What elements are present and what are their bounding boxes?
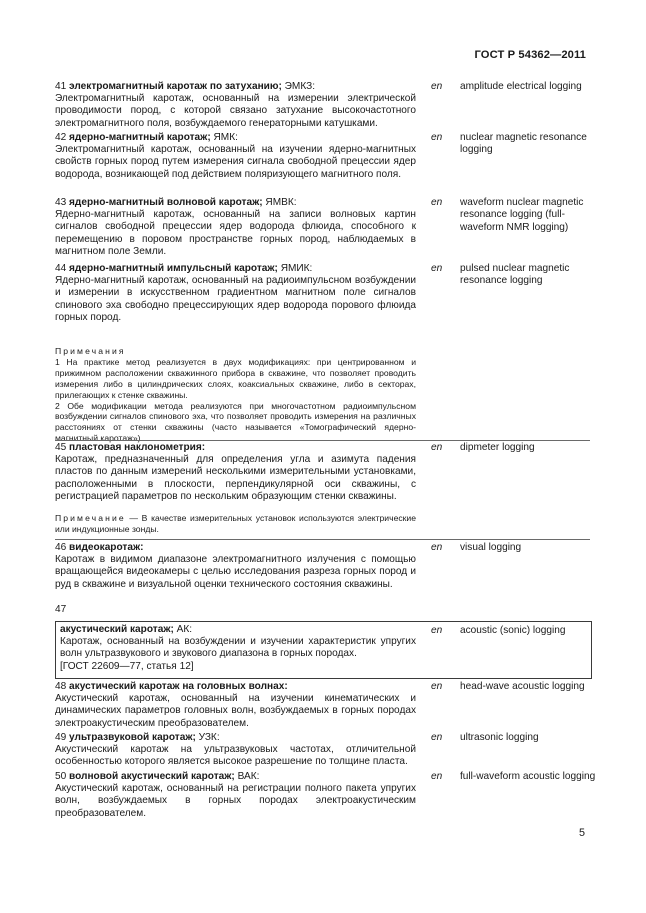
term-abbreviation: ЭМКЗ: — [281, 81, 315, 92]
term-entry-43 — [55, 197, 416, 258]
term-abbreviation: ЯМК: — [210, 132, 238, 143]
term-name: ультразвуковой каротаж; — [69, 732, 196, 743]
entry-number: 41 — [55, 81, 67, 92]
note-text: — В качестве измерительных установок используются электрические или индукционные зонды. — [55, 513, 416, 534]
entry-divider — [55, 440, 590, 441]
entry-number: 43 — [55, 197, 67, 208]
term-entry-42 — [55, 132, 416, 181]
entry-number: 50 — [55, 771, 67, 782]
term-name: пластовая наклонометрия: — [69, 442, 206, 453]
term-name: волновой акустический каротаж; — [69, 771, 235, 782]
entry-number: 45 — [55, 442, 67, 453]
term-entry-46 — [55, 542, 416, 591]
term-abbreviation: АК: — [173, 624, 193, 635]
term-name: видеокаротаж: — [69, 542, 144, 553]
term-abbreviation: УЗК: — [195, 732, 220, 743]
lang-tag: en — [431, 771, 443, 782]
term-abbreviation: ВАК: — [234, 771, 260, 782]
entry-number: 44 — [55, 263, 67, 274]
lang-tag: en — [431, 732, 443, 743]
entry-number: 46 — [55, 542, 67, 553]
term-definition: Акустический каротаж, основанный на изучении кинематических и динамических параметров головных волн, возбуждаемых в горных породах электроакустическим преобразователем. — [55, 693, 416, 729]
term-entry-45 — [55, 442, 416, 503]
term-reference: [ГОСТ 22609—77, статья 12] — [60, 660, 194, 672]
term-entry-49 — [55, 732, 416, 769]
document-header: ГОСТ Р 54362—2011 — [474, 49, 586, 61]
term-definition: Акустический каротаж на ультразвуковых частотах, отличительной особенностью которого является высокое разрешение по толщине пласта. — [55, 744, 416, 768]
term-entry-48 — [55, 681, 416, 730]
lang-tag: en — [431, 132, 443, 143]
term-entry-44 — [55, 263, 416, 324]
page-number: 5 — [579, 827, 586, 839]
entry-number: 49 — [55, 732, 67, 743]
lang-tag: en — [431, 442, 443, 453]
note-block-45 — [55, 513, 416, 535]
note-1: 1 На практике метод реализуется в двух модификациях: при центрированном и прижимном расположении скважинного прибора в скважине, что позволяет проводить измерения либо в цилиндрических слоях, коаксиальных скважине, либо в секторах, прилегающих к стенке скважины. — [55, 356, 416, 400]
term-name: ядерно-магнитный волновой каротаж; — [69, 197, 263, 208]
term-entry-50 — [55, 771, 416, 820]
term-definition: Акустический каротаж, основанный на регистрации полного пакета упругих волн, возбуждаемых в горных породах электроакустическим преобразователем. — [55, 783, 416, 819]
en-term: full-waveform acoustic logging — [460, 771, 596, 782]
entry-number: 42 — [55, 132, 67, 143]
term-name: ядерно-магнитный каротаж; — [69, 132, 211, 143]
note-title: Примечание — [55, 513, 126, 523]
term-definition: Каротаж в видимом диапазоне электромагнитного излучения с помощью вращающейся видеокамеры с целью исследования разреза горных пород и руд в скважине и визуальной оценки технического состояния скважины. — [55, 554, 416, 590]
entry-number-47: 47 — [55, 604, 67, 615]
term-abbreviation: ЯМИК: — [277, 263, 313, 274]
entry-number: 48 — [55, 681, 67, 692]
lang-tag: en — [431, 263, 443, 274]
en-term: dipmeter logging — [460, 442, 535, 453]
en-term: waveform nuclear magnetic resonance logging (full-waveform NMR logging) — [460, 197, 584, 233]
term-definition: Каротаж, предназначенный для определения угла и азимута падения пластов по данным измерений несколькими измерительными установками, расположенными в плоскости, перпендикулярной оси скважины, с регистрацией параметров по нескольким образующим стенки скважины. — [55, 454, 416, 502]
lang-tag: en — [431, 197, 443, 208]
en-term: visual logging — [460, 542, 522, 553]
term-definition: Электромагнитный каротаж, основанный на изучении ядерно-магнитных свойств горных пород путем измерения сигнала свободной прецессии ядер водорода, возникающей под действием поляризующего магнитного поля. — [55, 144, 416, 180]
lang-tag: en — [431, 81, 443, 92]
lang-tag: en — [431, 681, 443, 692]
term-definition: Ядерно-магнитный каротаж, основанный на записи волновых картин сигналов свободной прецессии ядер водорода флюида, способного к перемещению в поровом пространстве горных пород, наблюдаемых в магнитном поле Земли. — [55, 209, 416, 257]
term-definition: Ядерно-магнитный каротаж, основанный на радиоимпульсном возбуждении и измерении в искусственном градиентном магнитном поле сигналов спинового эха свободно прецессирующих ядер водорода порового флюида горных пород. — [55, 275, 416, 323]
en-term: acoustic (sonic) logging — [460, 625, 566, 636]
lang-tag: en — [431, 542, 443, 553]
entry-divider — [55, 539, 590, 540]
en-term: ultrasonic logging — [460, 732, 539, 743]
en-term: nuclear magnetic resonance logging — [460, 132, 587, 156]
term-name: акустический каротаж; — [60, 624, 174, 635]
term-name: электромагнитный каротаж по затуханию; — [69, 81, 282, 92]
en-term: head-wave acoustic logging — [460, 681, 585, 692]
en-term: pulsed nuclear magnetic resonance logging — [460, 263, 570, 287]
term-name: ядерно-магнитный импульсный каротаж; — [69, 263, 278, 274]
notes-block-44 — [55, 346, 416, 444]
term-abbreviation: ЯМВК: — [262, 197, 297, 208]
term-name: акустический каротаж на головных волнах: — [69, 681, 288, 692]
en-term: amplitude electrical logging — [460, 81, 582, 92]
term-definition: Электромагнитный каротаж, основанный на измерении электрической проводимости пород, с которой связано затухание высокочастотного электромагнитного поля, возбуждаемого генераторными катушками. — [55, 93, 416, 129]
note-2: 2 Обе модификации метода реализуются при многочастотном радиоимпульсном возбуждении сигналов спинового эха, что позволяет проводить измерения на различных расстояниях от стенки скважины (часто называется «Томографический ядерно-магнитный каротаж»). — [55, 400, 416, 444]
lang-tag: en — [431, 625, 443, 636]
term-entry-41 — [55, 81, 416, 130]
term-definition: Каротаж, основанный на возбуждении и изучении характеристик упругих волн ультразвукового и звукового диапазона в горных породах. — [60, 636, 416, 660]
notes-title: Примечания — [55, 346, 126, 356]
term-entry-47 — [60, 624, 416, 673]
